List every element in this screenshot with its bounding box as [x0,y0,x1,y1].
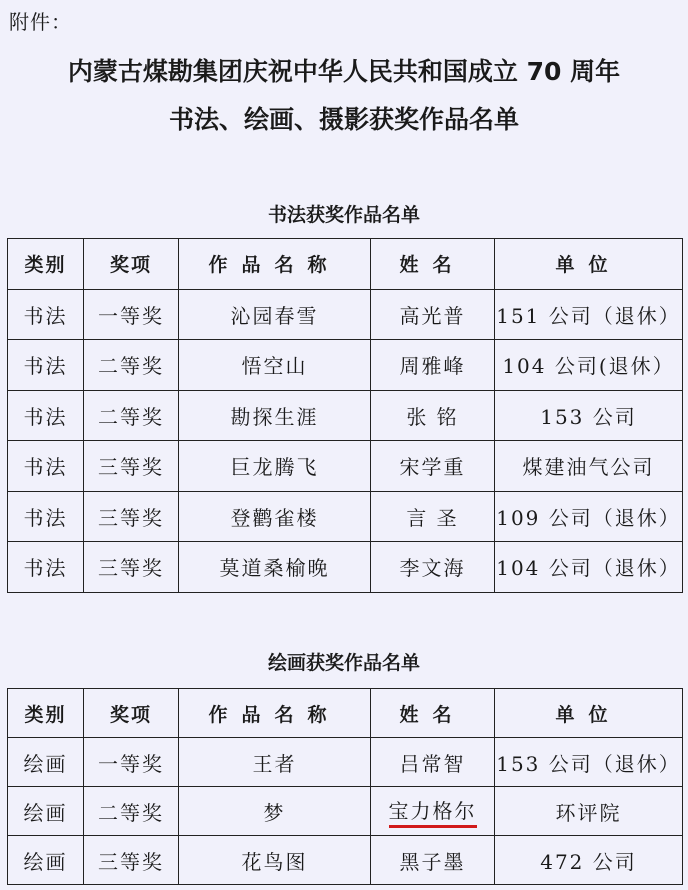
cell-unit: 472 公司 [495,836,683,885]
calligraphy-section-title: 书法获奖作品名单 [267,204,420,226]
cell-category: 书法 [8,289,84,340]
table-header-row [8,689,683,738]
cell-work-title: 莫道桑榆晚 [179,542,371,593]
cell-unit: 153 公司 [495,390,683,441]
table-header-row [8,239,683,290]
cell-category: 书法 [8,491,84,542]
header-category: 类别 [8,239,84,290]
cell-category: 书法 [8,390,84,441]
cell-name: 宋学重 [371,441,495,492]
document-title-line1: 内蒙古煤勘集团庆祝中华人民共和国成立 70 周年 [67,57,621,86]
cell-award: 二等奖 [84,340,179,391]
cell-work-title: 登鹳雀楼 [179,491,371,542]
table-row [8,340,683,391]
cell-award: 三等奖 [84,836,179,885]
header-award: 奖项 [84,239,179,290]
cell-name: 言 圣 [371,491,495,542]
table-row [8,542,683,593]
cell-award: 三等奖 [84,441,179,492]
cell-unit: 153 公司（退休） [495,738,683,787]
cell-unit: 104 公司(退休） [495,340,683,391]
cell-work-title: 勘探生涯 [179,390,371,441]
cell-award: 一等奖 [84,289,179,340]
table-row [8,836,683,885]
cell-award: 三等奖 [84,542,179,593]
cell-category: 绘画 [8,836,84,885]
header-award: 奖项 [84,689,179,738]
cell-award: 一等奖 [84,738,179,787]
cell-unit: 109 公司（退休） [495,491,683,542]
cell-category: 绘画 [8,787,84,836]
highlighted-name: 宝力格尔 [389,795,477,828]
cell-category: 书法 [8,441,84,492]
cell-name: 张 铭 [371,390,495,441]
header-unit: 单位 [495,239,683,290]
cell-name: 高光普 [371,289,495,340]
table-row [8,441,683,492]
cell-name: 吕常智 [371,738,495,787]
cell-work-title: 悟空山 [179,340,371,391]
table-row [8,787,683,836]
cell-category: 书法 [8,340,84,391]
cell-unit: 煤建油气公司 [495,441,683,492]
table-row [8,491,683,542]
cell-award: 三等奖 [84,491,179,542]
cell-unit: 151 公司（退休） [495,289,683,340]
cell-name: 周雅峰 [371,340,495,391]
cell-category: 书法 [8,542,84,593]
cell-work-title: 王者 [179,738,371,787]
header-work-title: 作品名称 [179,689,371,738]
header-unit: 单位 [495,689,683,738]
painting-table [7,688,683,885]
table-row [8,390,683,441]
painting-section-title: 绘画获奖作品名单 [267,652,420,674]
cell-name: 李文海 [371,542,495,593]
cell-unit: 环评院 [495,787,683,836]
table-row [8,738,683,787]
cell-work-title: 沁园春雪 [179,289,371,340]
header-category: 类别 [8,689,84,738]
document-title-line2: 书法、绘画、摄影获奖作品名单 [168,105,519,134]
header-name: 姓名 [371,239,495,290]
cell-work-title: 巨龙腾飞 [179,441,371,492]
header-name: 姓名 [371,689,495,738]
cell-work-title: 梦 [179,787,371,836]
cell-name [371,787,495,836]
cell-award: 二等奖 [84,390,179,441]
table-row [8,289,683,340]
cell-work-title: 花鸟图 [179,836,371,885]
cell-name: 黑子墨 [371,836,495,885]
cell-award: 二等奖 [84,787,179,836]
calligraphy-table [7,238,683,593]
cell-category: 绘画 [8,738,84,787]
cell-unit: 104 公司（退休） [495,542,683,593]
attachment-label: 附件： [9,10,72,34]
header-work-title: 作品名称 [179,239,371,290]
